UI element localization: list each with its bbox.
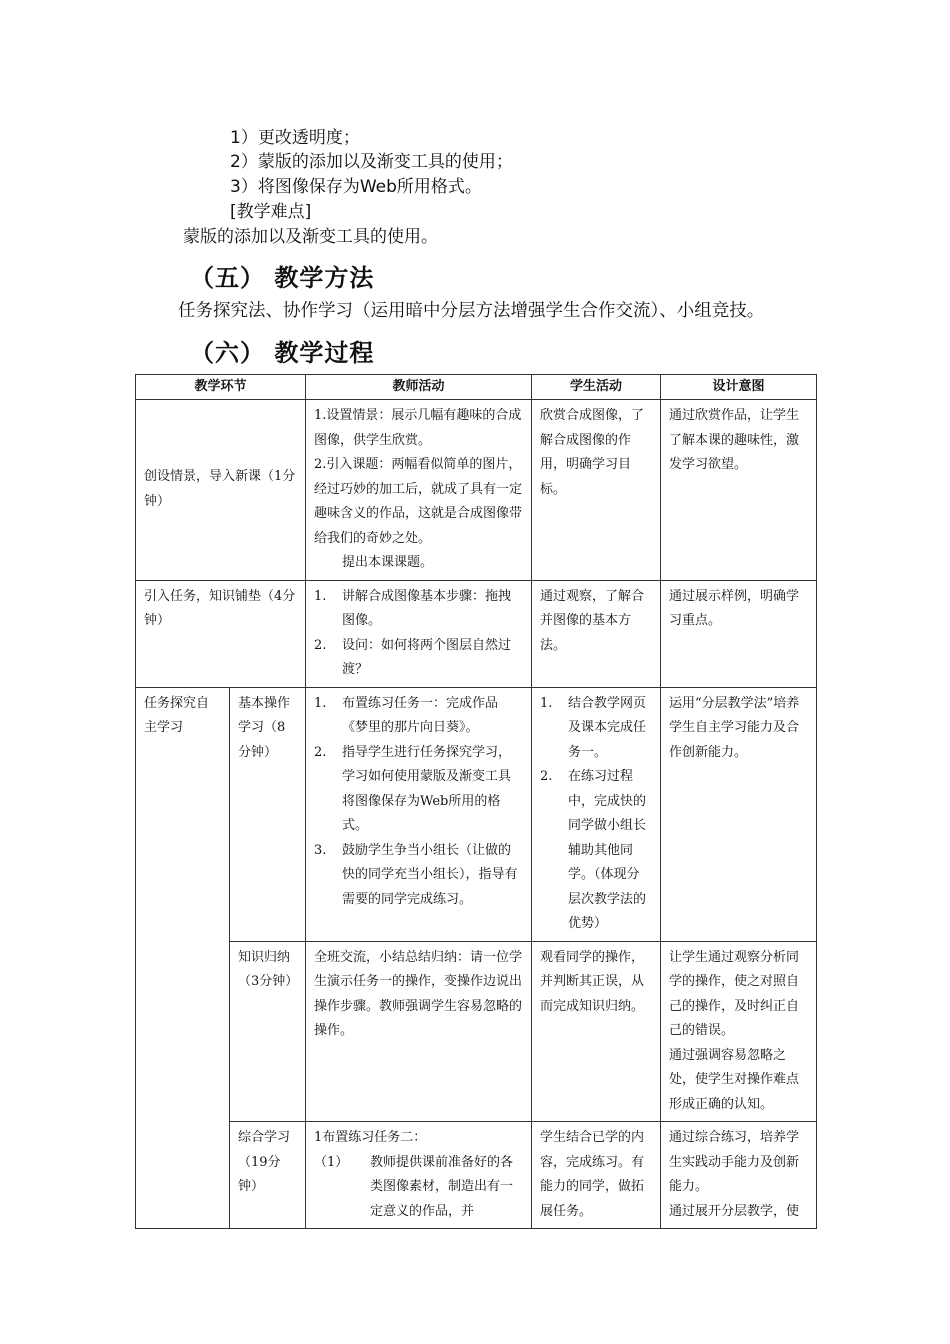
header-teacher: 教师活动 [306, 375, 532, 400]
teacher-cell [306, 687, 532, 941]
list-item: 1. 布置练习任务一：完成作品《梦里的那片向日葵》。 [314, 695, 499, 735]
design-cell: 运用“分层教学法”培养学生自主学习能力及合作创新能力。 [661, 687, 817, 941]
table-row [136, 687, 817, 941]
design-cell: 通过综合练习，培养学生实践动手能力及创新能力。 通过展开分层教学，使 [661, 1122, 817, 1229]
section5-title: （五） 教学方法 [190, 264, 375, 292]
difficulty-text: 蒙版的添加以及渐变工具的使用。 [183, 227, 438, 247]
teacher-cell: 全班交流，小结总结归纳：请一位学生演示任务一的操作，变操作边说出操作步骤。教师强调学生容易忽略的操作。 [306, 941, 532, 1122]
table-header-row [136, 375, 817, 400]
design-cell: 通过展示样例，明确学习重点。 [661, 580, 817, 687]
substage-cell: 知识归纳（3分钟） [230, 941, 306, 1122]
focus-item-2: 2）蒙版的添加以及渐变工具的使用； [230, 152, 513, 172]
table-row [136, 1122, 817, 1229]
student-cell: 学生结合已学的内容，完成练习。有能力的同学，做拓展任务。 [532, 1122, 661, 1229]
stage-cell: 创设情景，导入新课（1分钟） [136, 400, 306, 581]
difficulty-label: [教学难点] [230, 202, 312, 222]
section5-text: 任务探究法、协作学习（运用暗中分层方法增强学生合作交流）、小组竞技。 [178, 301, 765, 321]
student-cell: 观看同学的操作，并判断其正误，从而完成知识归纳。 [532, 941, 661, 1122]
focus-item-3: 3）将图像保存为Web所用格式。 [230, 177, 482, 197]
substage-cell: 基本操作学习（8分钟） [230, 687, 306, 941]
substage-cell: 综合学习（19分钟） [230, 1122, 306, 1229]
table-row [136, 400, 817, 581]
table-row [136, 580, 817, 687]
teacher-cell: 1.设置情景：展示几幅有趣味的合成图像，供学生欣赏。 2.引入课题：两幅看似简单的图片，经过巧妙的加工后，就成了具有一定趣味含义的作品，这就是合成图像带给我们的奇妙之处。 提出本课课题。 [306, 400, 532, 581]
list-item: 2. 指导学生进行任务探究学习，学习如何使用蒙版及渐变工具将图像保存为Web所用的格式。 [314, 744, 512, 833]
section6-title: （六） 教学过程 [190, 339, 375, 367]
header-student: 学生活动 [532, 375, 661, 400]
design-cell: 让学生通过观察分析同学的操作，使之对照自己的操作，及时纠正自己的错误。 通过强调容易忽略之处，使学生对操作难点形成正确的认知。 [661, 941, 817, 1122]
list-item: 2. 设问：如何将两个图层自然过渡？ [314, 637, 512, 677]
table-row [136, 941, 817, 1122]
teaching-process-table [135, 374, 817, 1229]
list-item: 3. 鼓励学生争当小组长（让做的快的同学充当小组长），指导有需要的同学完成练习。 [314, 842, 518, 907]
header-design: 设计意图 [661, 375, 817, 400]
teacher-cell: 1布置练习任务二： （1） 教师提供课前准备好的各类图像素材，制造出有一定意义的作品，并 [306, 1122, 532, 1229]
student-cell: 欣赏合成图像，了解合成图像的作用，明确学习目标。 [532, 400, 661, 581]
list-item: 2. 在练习过程中，完成快的同学做小组长辅助其他同学。（体现分层次教学法的优势） [540, 769, 647, 931]
list-item: 1. 结合教学网页及课本完成任务一。 [540, 695, 647, 760]
stage-cell: 引入任务，知识铺垫（4分钟） [136, 580, 306, 687]
design-cell: 通过欣赏作品，让学生了解本课的趣味性，激发学习欲望。 [661, 400, 817, 581]
list-item: 1. 讲解合成图像基本步骤：拖拽图像。 [314, 588, 512, 628]
focus-item-1: 1）更改透明度； [230, 128, 360, 148]
student-cell: 通过观察，了解合并图像的基本方法。 [532, 580, 661, 687]
teacher-cell [306, 580, 532, 687]
header-stage: 教学环节 [136, 375, 306, 400]
student-cell [532, 687, 661, 941]
group-stage-cell: 任务探究自主学习 [136, 687, 230, 1229]
